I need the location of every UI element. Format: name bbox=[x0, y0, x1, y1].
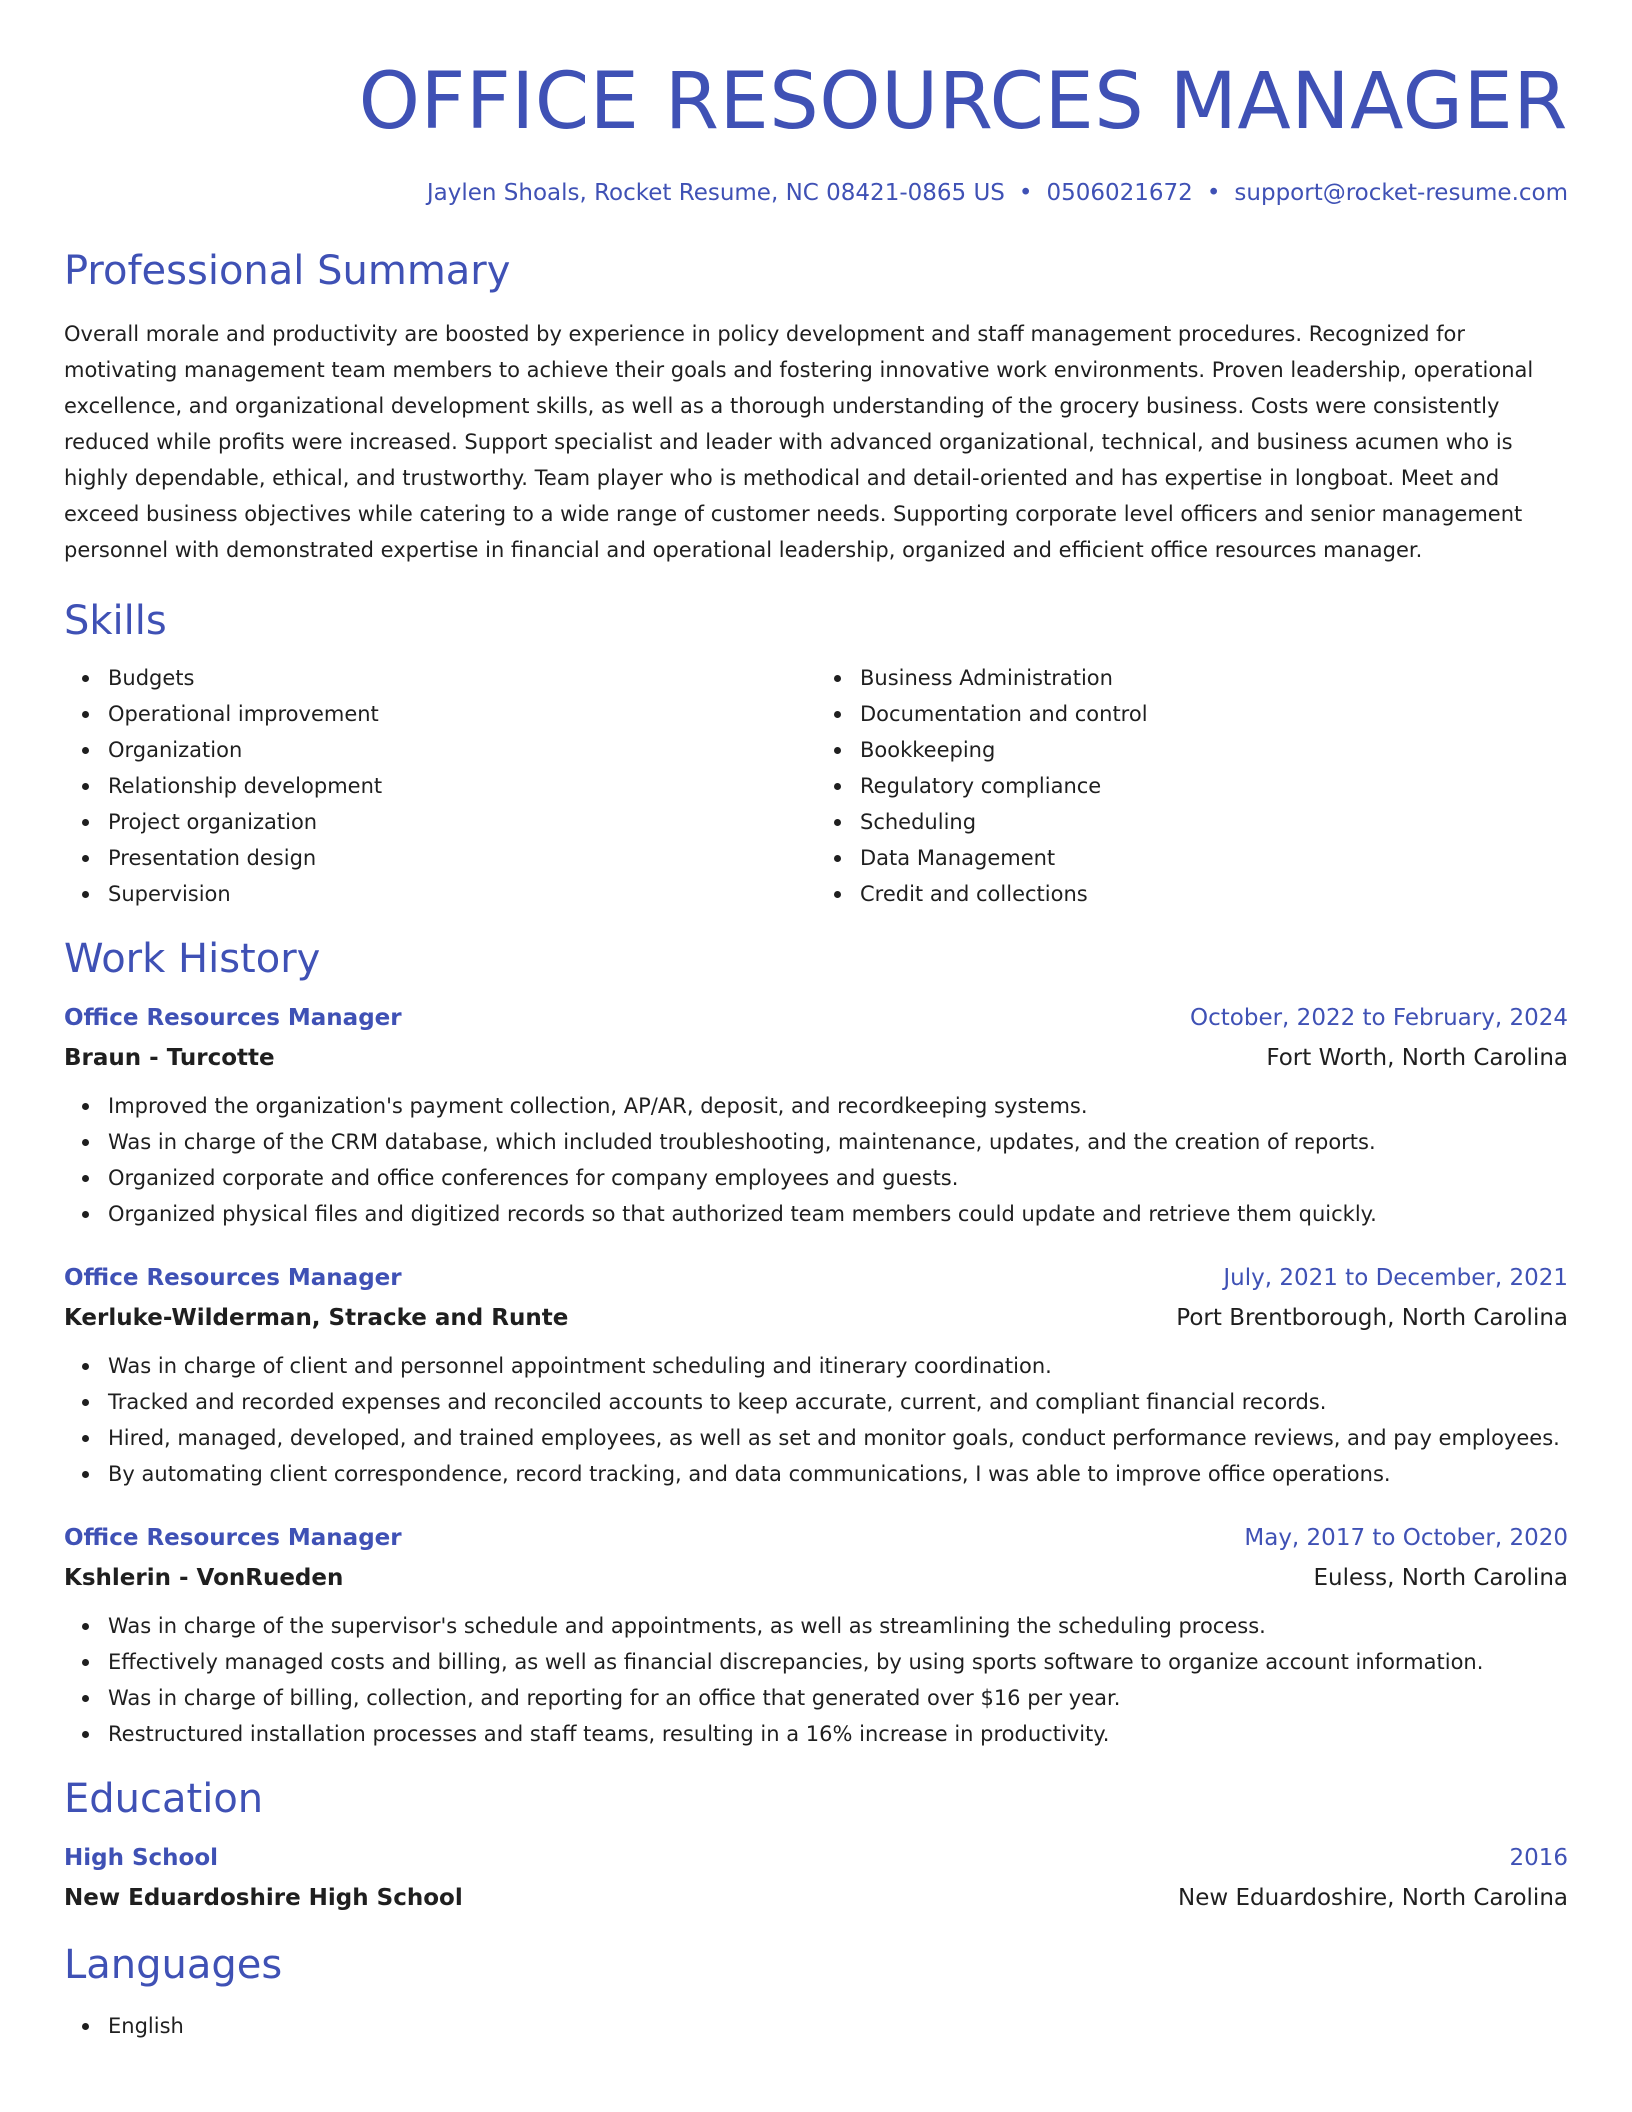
skill-item: Relationship development bbox=[108, 768, 816, 804]
job-employer: Kshlerin - VonRueden bbox=[64, 1565, 344, 1591]
skills-list-right bbox=[816, 660, 1568, 912]
skill-item: Supervision bbox=[108, 876, 816, 912]
education-school-row bbox=[64, 1878, 1568, 1918]
job-location: Fort Worth, North Carolina bbox=[1266, 1045, 1568, 1071]
skill-item: Bookkeeping bbox=[860, 732, 1568, 768]
job-duty: Effectively managed costs and billing, as well as financial discrepancies, by using sports software to organize account information. bbox=[108, 1644, 1568, 1680]
language-item: English bbox=[108, 2008, 1568, 2044]
job-title: Office Resources Manager bbox=[64, 1525, 402, 1551]
job-duty: Was in charge of the supervisor's schedule and appointments, as well as streamlining the scheduling process. bbox=[108, 1608, 1568, 1644]
job-duty: Improved the organization's payment collection, AP/AR, deposit, and recordkeeping systems. bbox=[108, 1088, 1568, 1124]
job-location: Euless, North Carolina bbox=[1313, 1565, 1568, 1591]
contact-separator: • bbox=[1206, 180, 1221, 206]
professional-summary-section bbox=[64, 246, 1568, 568]
skill-item: Documentation and control bbox=[860, 696, 1568, 732]
job-duty: Tracked and recorded expenses and reconciled accounts to keep accurate, current, and compliant financial records. bbox=[108, 1384, 1568, 1420]
work-history-section bbox=[64, 934, 1568, 1752]
skill-item: Project organization bbox=[108, 804, 816, 840]
summary-text: Overall morale and productivity are boosted by experience in policy development and staff management procedures. Recognized for motivating management team members to achieve their goals and fostering innovative work environments. Proven leadership, operational excellence, and organizational development skills, as well as a thorough understanding of the grocery business. Costs were consistently reduced while profits were increased. Support specialist and leader with advanced organizational, technical, and business acumen who is highly dependable, ethical, and trustworthy. Team player who is methodical and detail-oriented and has expertise in longboat. Meet and exceed business objectives while catering to a wide range of customer needs. Supporting corporate level officers and senior management personnel with demonstrated expertise in financial and operational leadership, organized and efficient office resources manager. bbox=[64, 322, 1534, 562]
section-heading-summary: Professional Summary bbox=[64, 248, 511, 294]
resume-header bbox=[64, 52, 1568, 208]
job-title-row bbox=[64, 998, 1568, 1038]
skill-item: Presentation design bbox=[108, 840, 816, 876]
job-employer-row bbox=[64, 1298, 1568, 1338]
languages-section bbox=[64, 1940, 1568, 2044]
job-duty: Was in charge of the CRM database, which included troubleshooting, maintenance, updates, and the creation of reports. bbox=[108, 1124, 1568, 1160]
job-duties-list bbox=[64, 1608, 1568, 1752]
skills-list-left bbox=[64, 660, 816, 912]
contact-address: Jaylen Shoals, Rocket Resume, NC 08421-0865 US bbox=[426, 180, 1005, 206]
skills-grid bbox=[64, 660, 1568, 912]
job-duties-list bbox=[64, 1348, 1568, 1492]
job-duty: Restructured installation processes and staff teams, resulting in a 16% increase in productivity. bbox=[108, 1716, 1568, 1752]
job-employer-row bbox=[64, 1558, 1568, 1598]
skill-item: Organization bbox=[108, 732, 816, 768]
section-heading-skills: Skills bbox=[64, 598, 167, 644]
section-heading-work-history: Work History bbox=[64, 936, 321, 982]
job-entry bbox=[64, 998, 1568, 1232]
job-duty: By automating client correspondence, record tracking, and data communications, I was able to improve office operations. bbox=[108, 1456, 1568, 1492]
skills-section bbox=[64, 596, 1568, 912]
skill-item: Budgets bbox=[108, 660, 816, 696]
job-title: Office Resources Manager bbox=[64, 1265, 402, 1291]
education-location: New Eduardoshire, North Carolina bbox=[1178, 1885, 1568, 1911]
page-title: OFFICE RESOURCES MANAGER bbox=[358, 57, 1568, 147]
job-dates: July, 2021 to December, 2021 bbox=[1223, 1265, 1568, 1291]
contact-phone: 0506021672 bbox=[1046, 180, 1193, 206]
education-school: New Eduardoshire High School bbox=[64, 1885, 463, 1911]
skill-item: Regulatory compliance bbox=[860, 768, 1568, 804]
contact-separator: • bbox=[1018, 180, 1033, 206]
job-duty: Was in charge of billing, collection, and reporting for an office that generated over $16 per year. bbox=[108, 1680, 1568, 1716]
contact-email: support@rocket-resume.com bbox=[1234, 180, 1568, 206]
job-duty: Hired, managed, developed, and trained employees, as well as set and monitor goals, conduct performance reviews, and pay employees. bbox=[108, 1420, 1568, 1456]
job-duty: Organized corporate and office conferences for company employees and guests. bbox=[108, 1160, 1568, 1196]
job-duty: Organized physical files and digitized records so that authorized team members could update and retrieve them quickly. bbox=[108, 1196, 1568, 1232]
skill-item: Data Management bbox=[860, 840, 1568, 876]
job-employer: Kerluke-Wilderman, Stracke and Runte bbox=[64, 1305, 569, 1331]
skill-item: Credit and collections bbox=[860, 876, 1568, 912]
job-dates: October, 2022 to February, 2024 bbox=[1190, 1005, 1568, 1031]
section-heading-education: Education bbox=[64, 1776, 264, 1822]
contact-line bbox=[64, 178, 1568, 208]
job-location: Port Brentborough, North Carolina bbox=[1176, 1305, 1568, 1331]
section-heading-languages: Languages bbox=[64, 1942, 283, 1988]
education-section bbox=[64, 1774, 1568, 1918]
education-entry bbox=[64, 1838, 1568, 1918]
job-duties-list bbox=[64, 1088, 1568, 1232]
job-duty: Was in charge of client and personnel appointment scheduling and itinerary coordination. bbox=[108, 1348, 1568, 1384]
job-title: Office Resources Manager bbox=[64, 1005, 402, 1031]
education-year: 2016 bbox=[1509, 1845, 1568, 1871]
job-dates: May, 2017 to October, 2020 bbox=[1244, 1525, 1568, 1551]
languages-list bbox=[64, 2008, 1568, 2044]
job-entry bbox=[64, 1518, 1568, 1752]
job-employer: Braun - Turcotte bbox=[64, 1045, 275, 1071]
job-entry bbox=[64, 1258, 1568, 1492]
skill-item: Scheduling bbox=[860, 804, 1568, 840]
job-title-row bbox=[64, 1518, 1568, 1558]
skill-item: Operational improvement bbox=[108, 696, 816, 732]
skill-item: Business Administration bbox=[860, 660, 1568, 696]
job-title-row bbox=[64, 1258, 1568, 1298]
education-degree-row bbox=[64, 1838, 1568, 1878]
job-employer-row bbox=[64, 1038, 1568, 1078]
education-degree: High School bbox=[64, 1845, 219, 1871]
